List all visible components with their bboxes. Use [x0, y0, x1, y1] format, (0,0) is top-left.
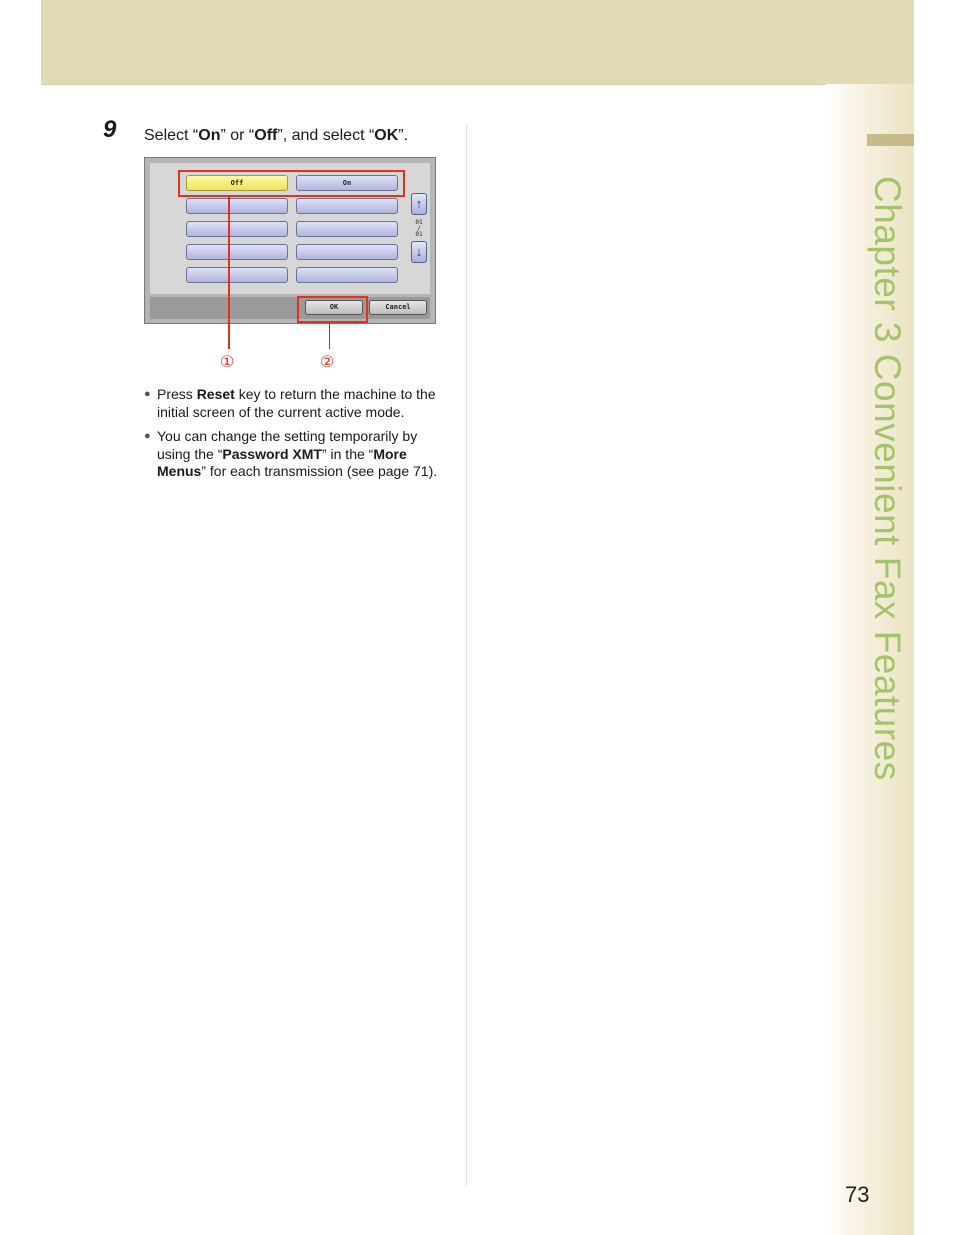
- notes-list: [144, 386, 449, 488]
- step-number: 9: [103, 116, 117, 143]
- empty-option-button[interactable]: [186, 221, 288, 237]
- note1-key: Reset: [196, 386, 235, 402]
- ok-button[interactable]: OK: [305, 300, 363, 315]
- step-text-suffix: ”.: [398, 127, 409, 144]
- callout-leader-line: [228, 197, 230, 349]
- page-current: 01: [415, 219, 423, 226]
- callout-number-2: ②: [320, 354, 335, 371]
- step-instruction: [144, 127, 408, 145]
- note2-key2: More Menus: [157, 445, 407, 479]
- panel-bottom-bar: [150, 297, 430, 319]
- empty-option-button[interactable]: [296, 244, 398, 260]
- on-button[interactable]: On: [296, 175, 398, 191]
- callout-leader-line: [329, 323, 330, 349]
- note2-mid: ” in the “: [321, 445, 374, 462]
- page-indicator: [413, 220, 425, 238]
- empty-option-button[interactable]: [296, 221, 398, 237]
- page-total: 01: [415, 231, 423, 238]
- empty-option-button[interactable]: [296, 267, 398, 283]
- chapter-title: Chapter 3 Convenient Fax Features: [867, 176, 908, 781]
- page-separator: /: [417, 225, 421, 232]
- scroll-down-arrow-icon[interactable]: ↓: [411, 241, 427, 263]
- step-text-on: On: [198, 127, 221, 144]
- note2-post: ” for each transmission (see page 71).: [201, 463, 438, 479]
- note-item: [144, 386, 449, 421]
- note1-post: key to return the machine to the initial screen of the current active mode.: [157, 386, 436, 420]
- off-button[interactable]: Off: [186, 175, 288, 191]
- cancel-button[interactable]: Cancel: [369, 300, 427, 315]
- empty-option-button[interactable]: [186, 198, 288, 214]
- step-text-mid2: ”, and select “: [277, 127, 375, 144]
- note-item: [144, 428, 449, 481]
- note2-pre: You can change the setting temporarily by using the “: [157, 428, 418, 462]
- empty-option-button[interactable]: [296, 198, 398, 214]
- empty-option-button[interactable]: [186, 267, 288, 283]
- scroll-up-arrow-icon[interactable]: ↑: [411, 193, 427, 215]
- note2-key1: Password XMT: [222, 445, 322, 462]
- bullet-icon: ●: [144, 388, 151, 400]
- empty-option-button[interactable]: [186, 244, 288, 260]
- note1-pre: Press: [157, 386, 197, 402]
- step-text-off: Off: [254, 127, 278, 144]
- callout-number-1: ①: [220, 354, 235, 371]
- highlight-on-off-row: [178, 170, 405, 197]
- highlight-ok-button: [297, 296, 368, 323]
- column-divider: [466, 124, 467, 1186]
- bullet-icon: ●: [144, 430, 151, 442]
- page-number: 73: [845, 1182, 870, 1207]
- header-band: [41, 0, 914, 85]
- step-text-mid1: ” or “: [220, 127, 255, 144]
- chapter-tab-marker: [867, 134, 914, 146]
- step-text-prefix: Select “: [144, 127, 199, 144]
- step-text-ok: OK: [374, 127, 399, 144]
